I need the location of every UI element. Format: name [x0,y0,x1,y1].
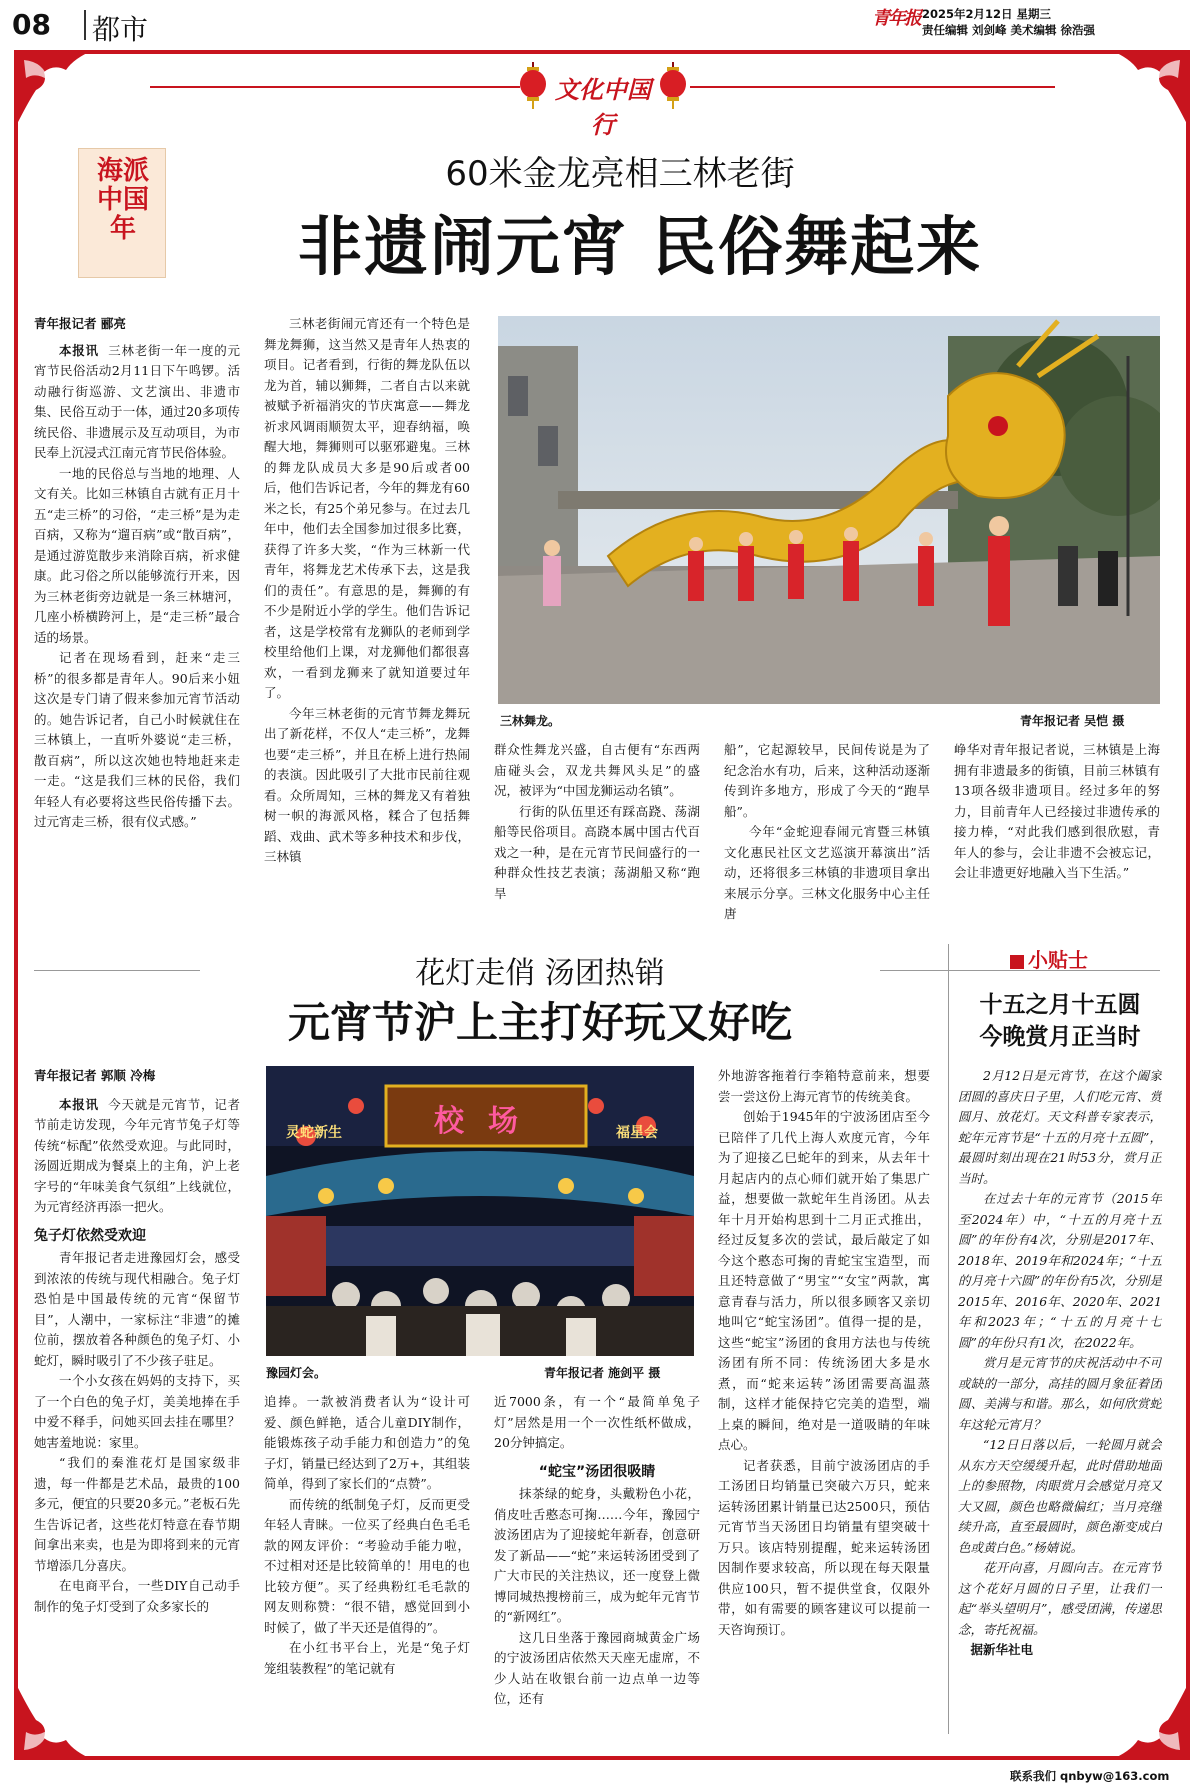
tip-square-icon [1010,955,1024,969]
lantern-sign-right: 福星会 [616,1125,658,1141]
page-number: 08 [12,8,51,41]
article1-para: 今年三林老街的元宵节舞龙舞玩出了新花样，不仅人“走三桥”，龙舞也要“走三桥”，并且在桥上进行热闹的表演。因此吸引了大批市民前往观看。众所周知，三林的舞龙又有着独树一帜的海派风格，糅合了包括舞蹈、戏曲、武术等多种技术和步伐，三林镇 [264,705,470,864]
article1-byline: 青年报记者 郦亮 [34,316,126,331]
yuyuan-photo-credit: 青年报记者 施剑平 摄 [544,1366,661,1380]
article1-para: 今年“金蛇迎春闹元宵暨三林镇文化惠民社区文艺巡演开幕演出”活动，还将很多三林镇的非遗项目拿出来展示分享。三林文化服务中心主任唐 [724,824,930,921]
article2-kicker: 花灯走俏 汤团热销 [200,948,880,992]
article2-para: 在小红书平台上，光是“兔子灯笼组装教程”的笔记就有 [264,1640,470,1676]
article2-para: 这几日坐落于豫园商城黄金广场的宁波汤团店依然天天座无虚席，不少人站在收银台前一边点单一边等位，还有 [494,1629,700,1706]
tip-title-2: 今晚赏月正当时 [979,1024,1141,1050]
lantern-icon [658,62,688,110]
article2-para: 而传统的纸制兔子灯，反而更受年轻人青睐。一位买了经典白色毛毛款的网友评价：“考验动手能力啦，不过相对还是比较简单的！用电的也比较方便”。买了经典粉红毛毛款的网友则称赞：“很不错，感觉回到小时候了，做了半天还是值得的”。 [264,1496,470,1635]
tip-para: 花开向喜，月圆向吉。在元宵节这个花好月圆的日子里，让我们一起“举头望明月”，感受团满，传递思念，寄托祝福。 [958,1560,1162,1637]
article1-column-2 [264,314,470,964]
article1-para: 三林老街闹元宵还有一个特色是舞龙舞狮，这当然又是青年人热衷的项目。记者看到，行街的舞龙队伍以龙为首，辅以狮舞，二者自古以来就被赋予祈福消灾的节庆寓意——舞龙祈求风调雨顺贺太平，迎春纳福，唤醒大地，舞狮则可以驱邪避鬼。三林的舞龙队成员大多是90后或者00后，他们告诉记者，今年的舞龙有60米之长，有25个弟兄参与。在过去几年中，他们去全国参加过很多比赛，获得了许多大奖，“作为三林新一代青年，将舞龙艺术传承下去，这是我们的责任”。有意思的是，舞狮的有不少是附近小学的学生。他们告诉记者，这是学校常有龙狮队的老师到学校里给他们上课，对龙狮他们都很喜欢，一看到龙狮来了就知道要过年了。 [264,316,470,700]
tip-body [958,1066,1162,1742]
yuyuan-photo-caption: 豫园灯会。 [266,1366,327,1380]
article2-para: “我们的秦淮花灯是国家级非遗，每一件都是艺术品，最贵的100多元，便宜的只要20多元。”老板石先生告诉记者，这些花灯特意在春节期间拿出来卖，也是为即将到来的元宵节增添几分喜庆。 [34,1455,240,1573]
frame-left [14,50,18,1760]
article2-para: 创始于1945年的宁波汤团店至今已陪伴了几代上海人欢度元宵，今年为了迎接乙巳蛇年的到来，从去年十月起店内的点心师们就开始了集思广益，想要做一款蛇年生肖汤团。从去年十月开始构思到十二月正式推出，经过反复多次的尝试，最后敲定了如今这个憨态可掬的青蛇宝宝造型，而且还特意做了“男宝”“女宝”两款，寓意青春与活力，所以很多顾客又亲切地叫它“蛇宝汤团”。值得一提的是，这些“蛇宝”汤团的食用方法也与传统汤团有所不同：传统汤团大多是水煮，而“蛇来运转”汤团需要高温蒸制，这样才能保持它完美的造型，端上桌的瞬间，绝对是一道吸睛的年味点心。 [718,1109,930,1452]
article1-column-4 [724,740,930,966]
tip-label [1010,944,1088,973]
dragon-dance-photo [498,316,1160,704]
section-name: 都市 [92,13,149,46]
newspaper-logo: 青年报 [872,8,920,29]
article2-para: 记者获悉，目前宁波汤团店的手工汤团日均销量已突破六万只，蛇来运转汤团累计销量已达2500只，预估元宵节当天汤团日均销量有望突破十万只。该店特别提醒，蛇来运转汤团因制作要求较高，所以现在每天限量供应100只，暂不提供堂食，仅限外带，如有需要的顾客建议可以提前一天咨询预订。 [718,1457,930,1637]
column-title: 文化中国行 [555,75,651,139]
article2-para: 近7000条，有一个“最简单兔子灯”居然是用一个一次性纸杯做成，20分钟搞定。 [494,1394,700,1450]
frame-right [1186,50,1190,1760]
yuyuan-lantern-photo [266,1066,694,1356]
article1-para: 本报讯 三林老街一年一度的元宵节民俗活动2月11日下午鸣锣。活动融行街巡游、文艺演出、非遗市集、民俗互动于一体，通过20多项传统民俗、非遗展示及互动项目，为市民奉上沉浸式江南元宵节民俗体验。 [34,342,240,460]
tip-para: 在过去十年的元宵节（2015年至2024年）中，“十五的月亮十五圆”的年份有4次，分别是2017年、2018年、2019年和2024年；“十五的月亮十六圆”的年份有5次，分别是2015年、2016年、2020年、2021年和2023年；“十五的月亮十七圆”的年份只有1次，在2022年。 [958,1191,1162,1350]
dragon-photo-credit: 青年报记者 吴恺 摄 [1020,714,1125,728]
banner-line-right [690,86,1055,88]
tip-title-1: 十五之月十五圆 [979,992,1141,1018]
tip-source: 据新华社电 [970,1642,1034,1657]
article2-column-4 [718,1066,930,1742]
article1-para: 一地的民俗总与当地的地理、人文有关。比如三林镇自古就有正月十五“走三桥”的习俗，“走三桥”是为走百病，又称为“遛百病”或“散百病”，是通过游览散步来消除百病，祈求健康。此习俗之所以能够流行开来，因为三林老街旁边就是一条三林塘河，几座小桥横跨河上，是“走三桥”最合适的场景。 [34,465,240,645]
article1-para: 记者在现场看到，赶来“走三桥”的很多都是青年人。90后来小妞这次是专门请了假来参加元宵节活动的。她告诉记者，自己小时候就住在三林镇上，一直听外婆说“走三桥，散百病”，所以这次她也特地赶来走一走。“这是我们三林的民俗，我们年轻人有必要将这些民俗传播下去。过元宵走三桥，很有仪式感。” [34,650,240,829]
corner-ornament-tr [1110,50,1190,130]
article2-para: 追捧。一款被消费者认为“设计可爱、颜色鲜艳，适合儿童DIY制作，能锻炼孩子动手能力和创造力”的兔子灯，销量已经达到了2万+，其组装简单，得到了家长们的“点赞”。 [264,1394,470,1491]
corner-ornament-tl [14,50,94,130]
article1-para: 峥华对青年报记者说，三林镇是上海拥有非遗最多的街镇，目前三林镇有13项各级非遗项目。经过多年的努力，目前青年人已经接过非遗传承的接力棒，“对此我们感到很欣慰，青年人的参与，会让非遗不会被忘记，会让非遗更好地融入当下生活。” [954,742,1160,880]
article1-headline: 非遗闹元宵 民俗舞起来 [297,211,983,285]
article1-column-1 [34,314,240,964]
article2-para: 青年报记者走进豫园灯会，感受到浓浓的传统与现代相融合。兔子灯恐怕是中国最传统的元宵“保留节目”，人潮中，一家标注“非遗”的摊位前，摆放着各种颜色的兔子灯、小蛇灯，瞬时吸引了不少孩子驻足。 [34,1250,240,1368]
banner-line-left [150,86,520,88]
article2-para: 在电商平台，一些DIY自己动手制作的兔子灯受到了众多家长的 [34,1578,240,1614]
haipai-badge [78,148,166,278]
tip-label-text: 小贴士 [1028,948,1088,972]
tip-para: 赏月是元宵节的庆祝活动中不可或缺的一部分，高挂的圆月象征着团圆、美满与和谐。那么，如何欣赏蛇年这轮元宵月？ [958,1355,1162,1432]
lantern-icon [518,62,548,110]
article2-subhead-2: “蛇宝”汤团很吸睛 [538,1463,656,1480]
lantern-sign-mid: 校场 [434,1104,542,1139]
dragon-photo-caption: 三林舞龙。 [500,714,561,728]
article2-subhead-1: 兔子灯依然受欢迎 [34,1227,146,1244]
editor-line: 责任编辑 刘剑峰 美术编辑 徐浩强 [922,23,1096,37]
column-banner [150,62,1055,139]
footer-contact[interactable]: 联系我们 qnbyw@163.com [1010,1769,1170,1783]
tip-para: 2月12日是元宵节，在这个阖家团圆的喜庆日子里，人们吃元宵、赏圆月、放花灯。天文科普专家表示，蛇年元宵节是“十五的月亮十五圆”，最圆时刻出现在21时53分，赏月正当时。 [958,1068,1162,1186]
frame-top [14,50,1190,54]
article1-para: 群众性舞龙兴盛，自古便有“东西两庙碰头会，双龙共舞风头足”的盛况，被评为“中国龙狮运动名镇”。 [494,742,700,798]
article2-headline: 元宵节沪上主打好玩又好吃 [287,998,792,1047]
header-divider [84,10,86,40]
tip-para: “12日日落以后，一轮圆月就会从东方天空缓缓升起，此时借助地面上的参照物，肉眼赏月会感觉月亮又大又圆，颜色也略微偏红；当月亮继续升高，直至最圆时，颜色渐变成白色或黄白色。”杨婧说。 [958,1437,1162,1555]
dragon-dance-scene [498,316,1160,704]
article2-column-2 [264,1392,470,1742]
date-line: 2025年2月12日 星期三 [922,7,1052,21]
article1-para: 船”，它起源较早，民间传说是为了纪念治水有功，后来，这种活动逐渐传到许多地方，形成了今天的“跑旱船”。 [724,742,930,819]
article2-para: 抹茶绿的蛇身，头戴粉色小花，俏皮吐舌憨态可掬……今年，豫园宁波汤团店为了迎接蛇年新春，创意研发了新品——“蛇”来运转汤团受到了广大市民的关注热议，还一度登上微博同城热搜榜前三，成为蛇年元宵节的“新网红”。 [494,1486,700,1624]
lantern-sign-left: 灵蛇新生 [286,1125,342,1141]
article2-byline: 青年报记者 郭顺 冷梅 [34,1068,156,1083]
article1-kicker: 60米金龙亮相三林老街 [445,154,795,194]
page-header [0,0,1203,44]
article2-column-3 [494,1392,700,1742]
article1-para: 行街的队伍里还有踩高跷、荡湖船等民俗项目。高跷本属中国古代百戏之一种，是在元宵节民间盛行的一种群众性技艺表演；荡湖船又称“跑旱 [494,803,700,901]
frame-bottom [14,1756,1190,1760]
article2-para: 外地游客拖着行李箱特意前来，想要尝一尝这份上海元宵节的传统美食。 [718,1068,930,1104]
badge-text: 海派中国年 [96,156,149,244]
article2-para: 一个小女孩在妈妈的支持下，买了一个白色的兔子灯，美美地捧在手中爱不释手，问她买回去挂在哪里？她害羞地说：家里。 [34,1373,240,1450]
article1-column-3 [494,740,700,966]
article2-column-1 [34,1066,240,1742]
tip-divider [948,944,949,1734]
article1-column-5 [954,740,1160,966]
article2-para: 本报讯 今天就是元宵节，记者节前走访发现，今年元宵节兔子灯等传统“标配”依然受欢迎。与此同时，汤圆近期成为餐桌上的主角，沪上老字号的“年味美食气氛组”上线就位，为元宵经济再添一把火。 [34,1096,240,1214]
